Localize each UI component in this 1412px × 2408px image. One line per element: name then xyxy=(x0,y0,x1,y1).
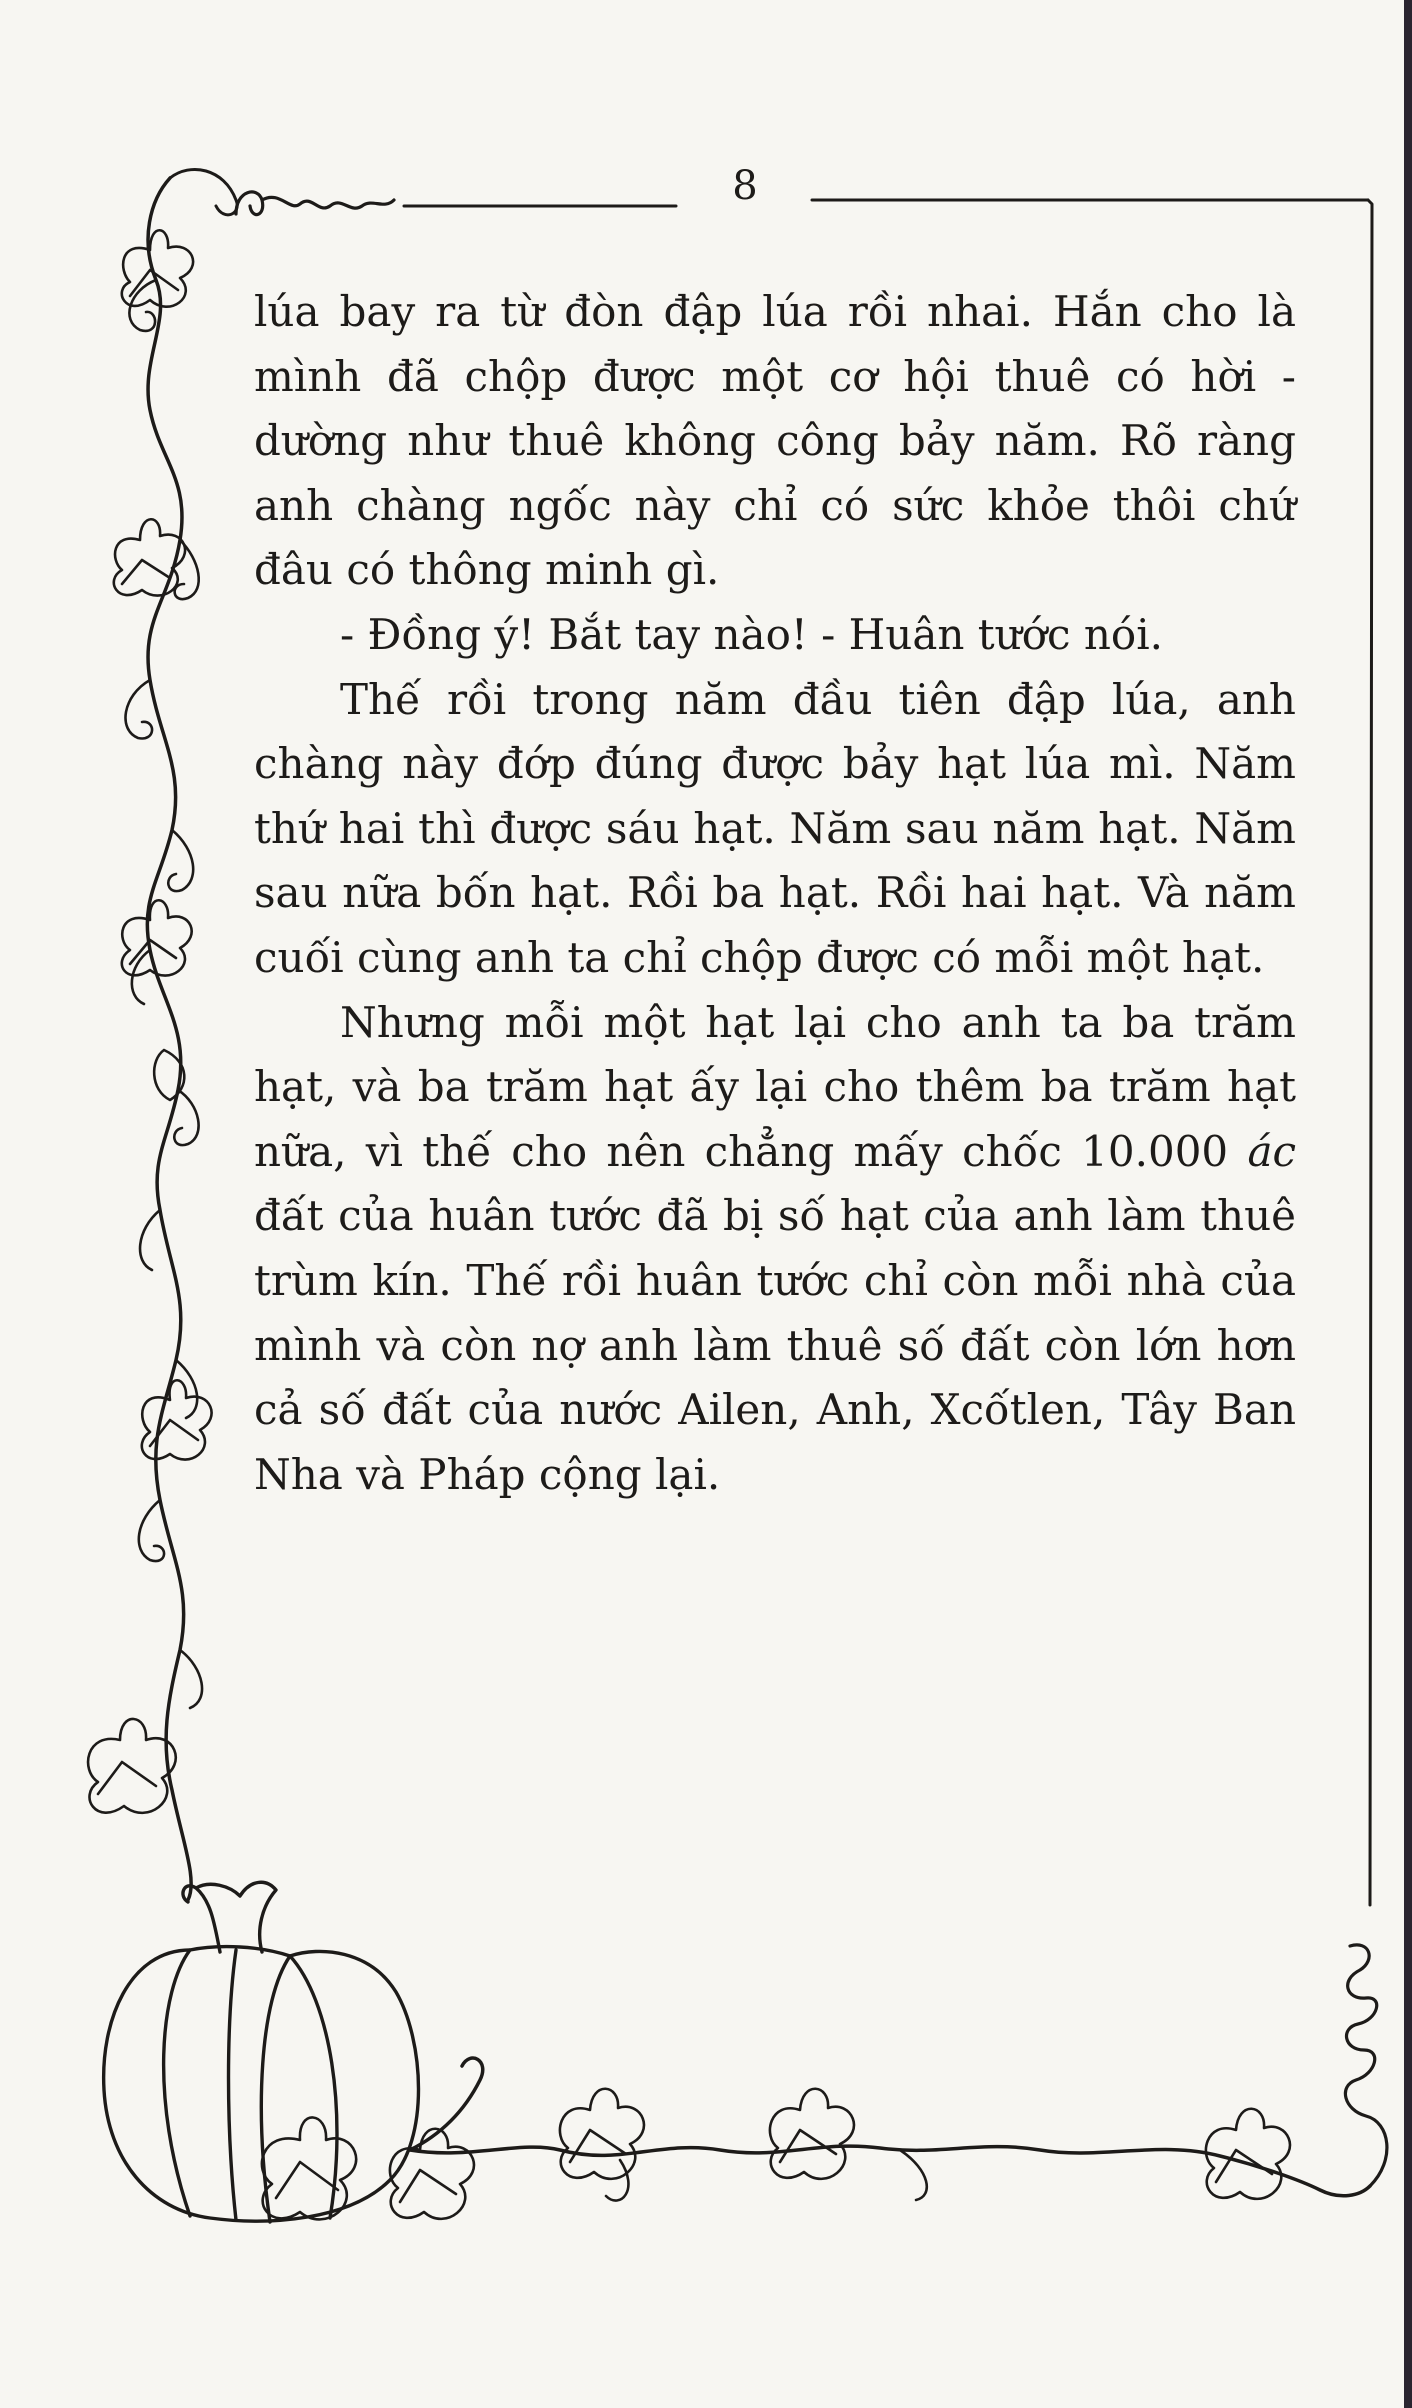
pumpkin xyxy=(104,1882,419,2222)
page-edge-shadow xyxy=(1404,0,1412,2408)
paragraph-seeds-part2: đất của huân tước đã bị số hạt của anh làm thuê trùm kín. Thế rồi huân tước chỉ còn mỗi nhà của mình và còn nợ anh làm thuê số đất còn lớn hơn cả số đất của nước Ailen, Anh, Xcốtlen, Tây Ban Nha và Pháp cộng lại. xyxy=(254,1191,1296,1499)
right-flourish xyxy=(1345,1945,1387,2186)
paragraph-continuation: lúa bay ra từ đòn đập lúa rồi nhai. Hắn cho là mình đã chộp được một cơ hội thuê có hời - dường như thuê không công bảy năm. Rõ ràng anh chàng ngốc này chỉ có sức khỏe thôi chứ đâu có thông minh gì. xyxy=(254,287,1296,595)
vine-leaves xyxy=(88,230,211,1813)
body-text xyxy=(254,280,1296,1507)
left-vine-stem xyxy=(147,178,191,1900)
page-number: 8 xyxy=(732,163,758,209)
paragraph-threshing: Thế rồi trong năm đầu tiên đập lúa, anh chàng này đớp đúng được bảy hạt lúa mì. Năm thứ hai thì được sáu hạt. Năm sau năm hạt. Năm sau nữa bốn hạt. Rồi ba hạt. Rồi hai hạt. Và năm cuối cùng anh ta chỉ chộp được có mỗi một hạt. xyxy=(254,674,1296,982)
paragraph-dialogue: - Đồng ý! Bắt tay nào! - Huân tước nói. xyxy=(340,609,1163,659)
paragraph-seeds xyxy=(254,991,1296,1508)
bottom-vine xyxy=(410,2058,1370,2196)
right-border-line xyxy=(1368,200,1372,1905)
paragraph-seeds-italic: ác xyxy=(1247,1126,1296,1176)
top-flourish xyxy=(236,192,394,215)
paragraph-seeds-part1: Nhưng mỗi một hạt lại cho anh ta ba trăm hạt, và ba trăm hạt ấy lại cho thêm ba trăm hạt nữa, vì thế cho nên chẳng mấy chốc 10.000 xyxy=(254,997,1296,1176)
